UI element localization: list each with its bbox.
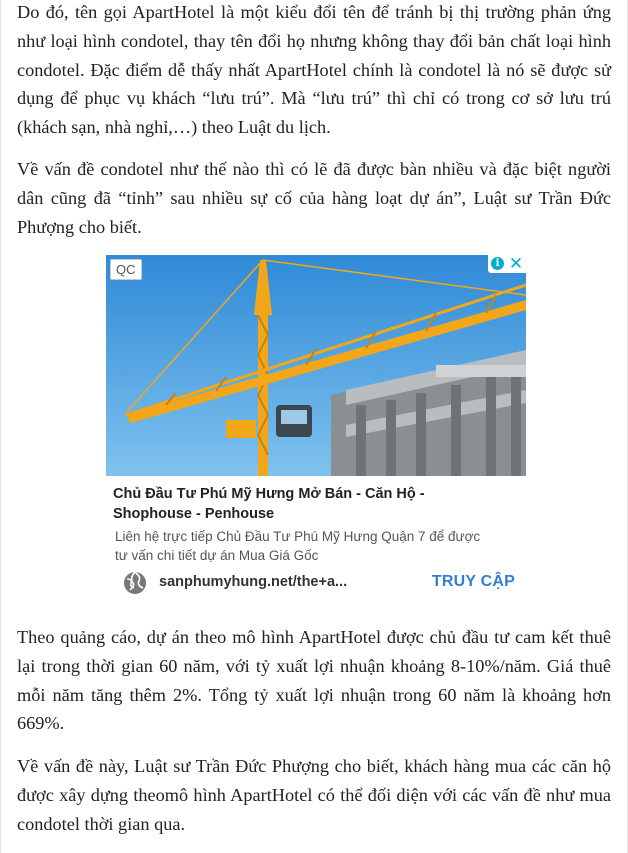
article-paragraph: Theo quảng cáo, dự án theo mô hình ApartHotel được chủ đầu tư cam kết thuê lại trong thời gian 60 năm, với tỷ xuất lợi nhuận khoảng 8-10%/năm. Giá thuê mỗi năm tăng thêm 2%. Tổng tỷ xuất lợi nhuận trong 60 năm là khoảng hơn 669%. bbox=[17, 627, 611, 734]
article-paragraph: Do đó, tên gọi ApartHotel là một kiểu đổi tên để tránh bị thị trường phản ứng như loại hình condotel, thay tên đổi họ nhưng không thay đổi bản chất loại hình condotel. Đặc điểm dễ thấy nhất ApartHotel chính là condotel là nó sẽ được sử dụng để phục vụ khách “lưu trú”. Mà “lưu trú” thì chỉ có trong cơ sở lưu trú (khách sạn, nhà nghỉ,…) theo Luật du lịch. bbox=[17, 2, 611, 138]
ad-url[interactable]: sanphumyhung.net/the+a... bbox=[159, 574, 348, 590]
globe-icon bbox=[123, 571, 147, 595]
construction-crane-image bbox=[106, 255, 526, 476]
close-icon[interactable]: ✕ bbox=[508, 255, 524, 273]
article-paragraph: Về vấn đề condotel như thế nào thì có lẽ đã được bàn nhiều và đặc biệt người dân cũng đã “tỉnh” sau nhiều sự cố của hàng loạt dự án”, Luật sư Trần Đức Phượng cho biết. bbox=[17, 159, 611, 237]
adchoices-controls[interactable] bbox=[488, 255, 526, 273]
advertisement-card[interactable] bbox=[106, 255, 526, 605]
info-icon[interactable]: i bbox=[491, 257, 504, 270]
ad-description: Liên hệ trực tiếp Chủ Đầu Tư Phú Mỹ Hưng Quận 7 để được tư vấn chi tiết dự án Mua Giá Gốc bbox=[115, 529, 481, 563]
ad-title[interactable]: Chủ Đầu Tư Phú Mỹ Hưng Mở Bán - Căn Hộ - Shophouse - Penhouse bbox=[113, 486, 425, 522]
ad-label-badge: QC bbox=[110, 259, 142, 280]
ad-image[interactable] bbox=[106, 255, 526, 476]
article-paragraph: Về vấn đề này, Luật sư Trần Đức Phượng cho biết, khách hàng mua các căn hộ được xây dựng theomô hình ApartHotel có thể đối diện với các vấn đề như mua condotel thời gian qua. bbox=[17, 756, 611, 834]
visit-button[interactable]: TRUY CẬP bbox=[431, 573, 515, 590]
ad-url-row[interactable] bbox=[123, 570, 523, 596]
